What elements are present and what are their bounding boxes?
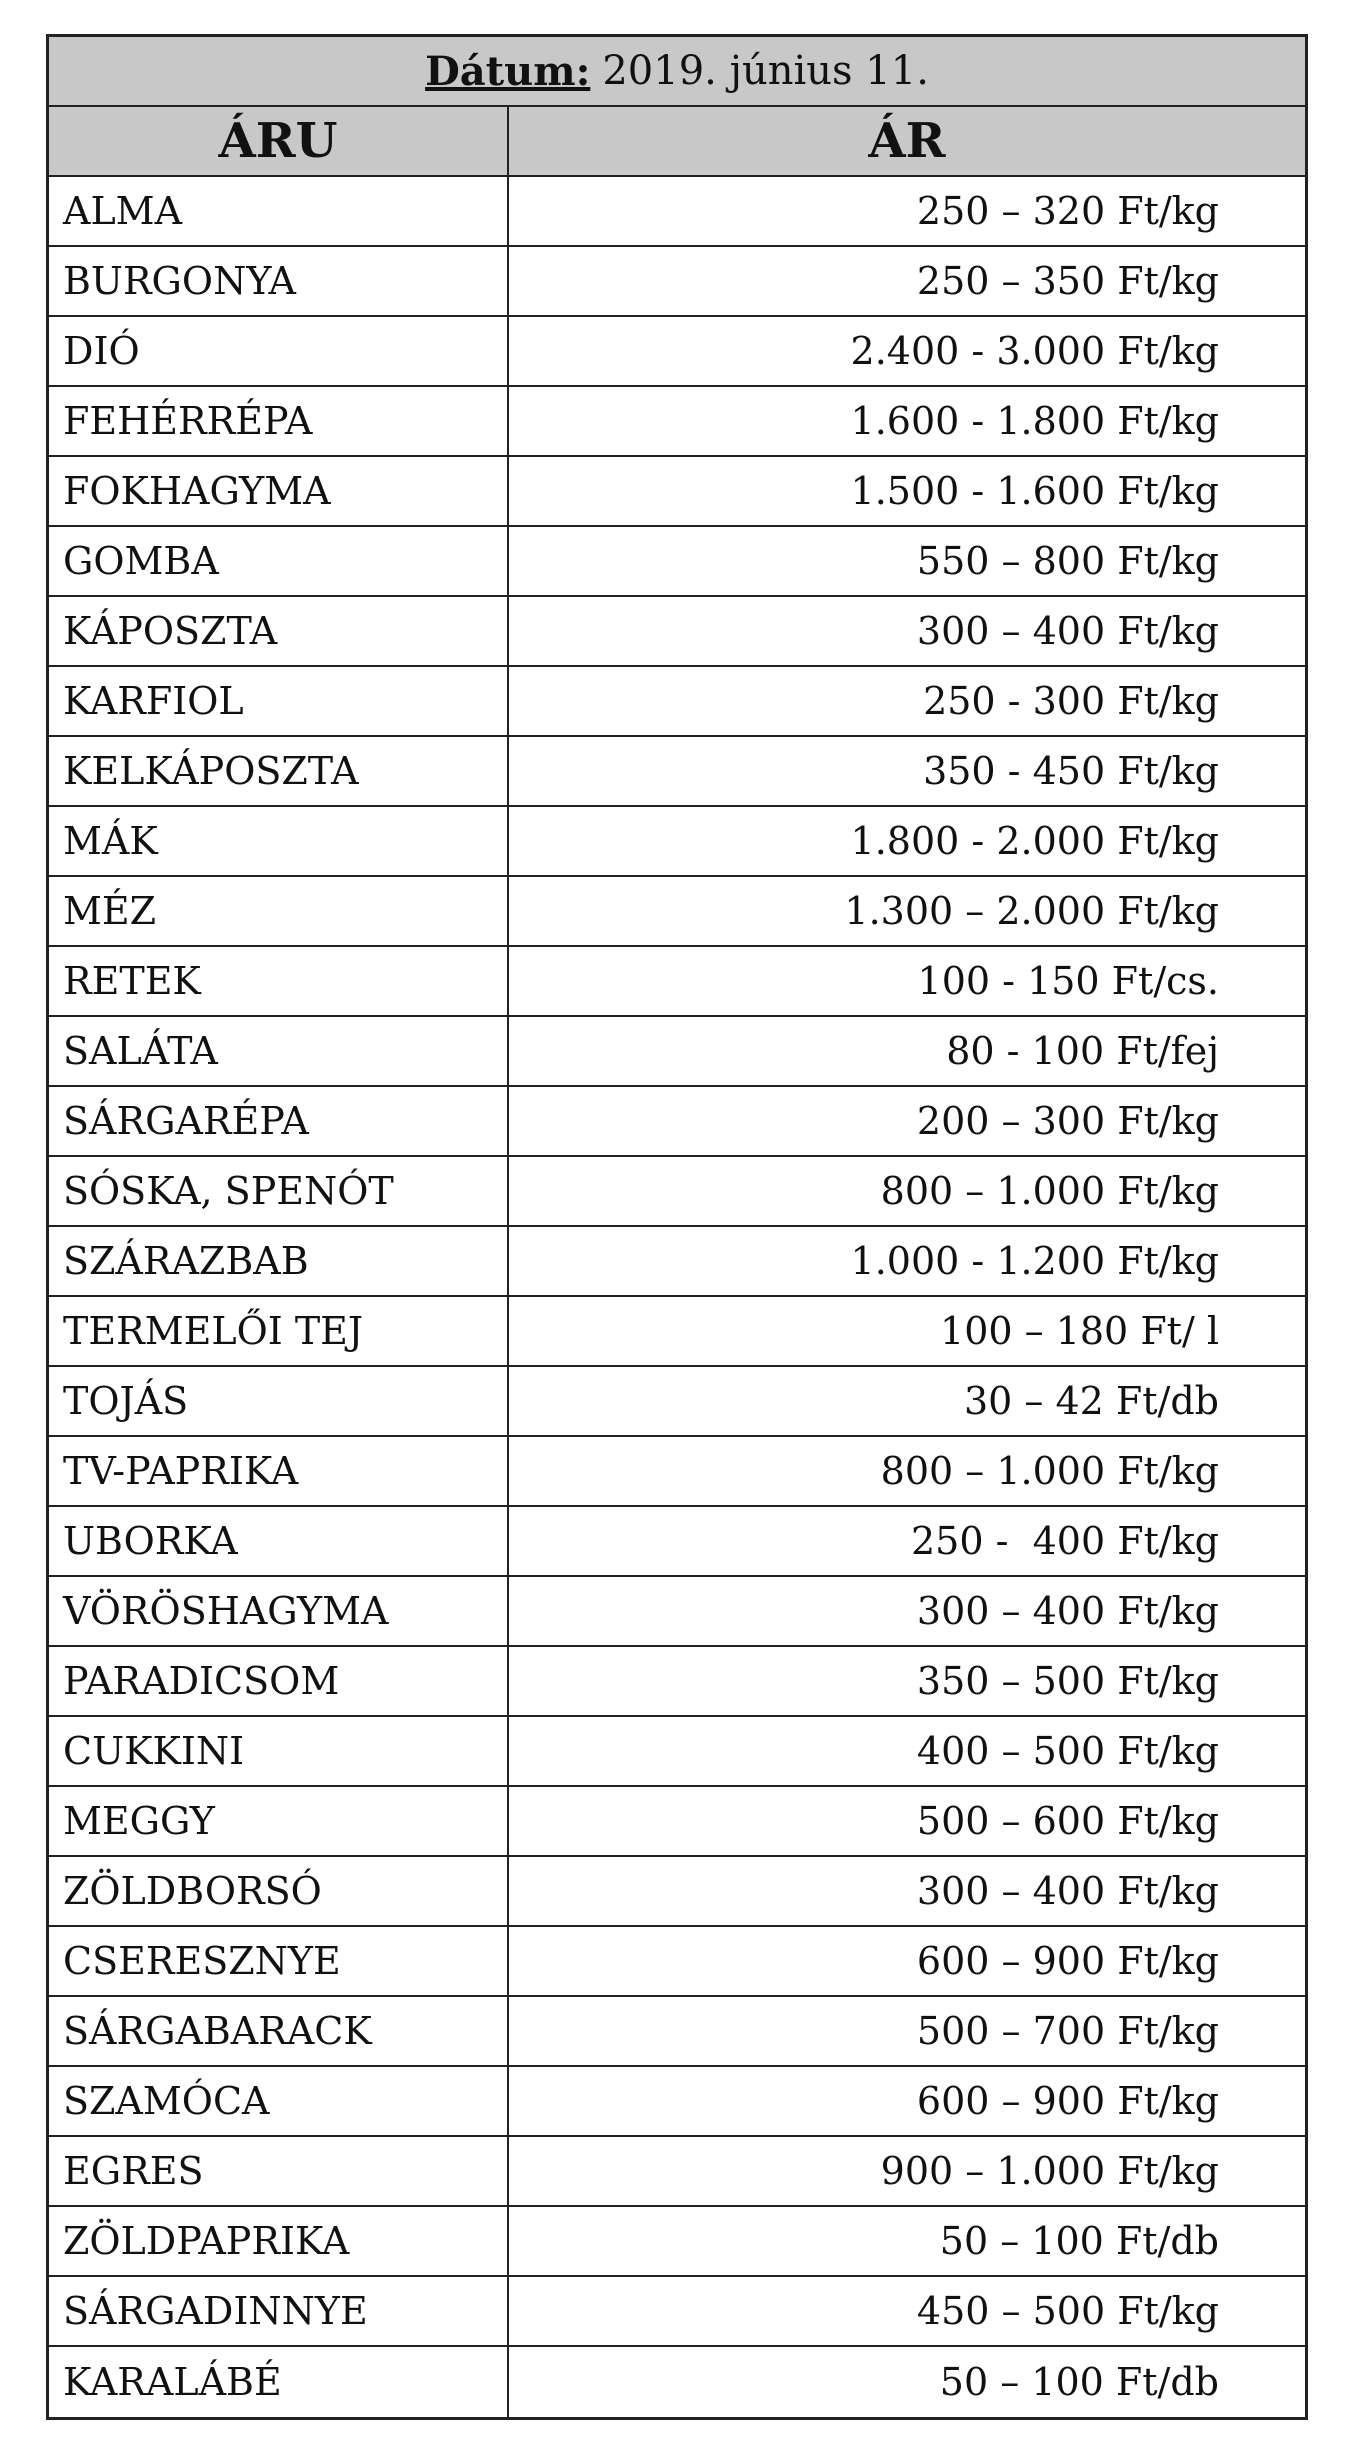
table-row	[49, 947, 1305, 1017]
header-price: ÁR	[868, 113, 946, 169]
item-name: KELKÁPOSZTA	[49, 737, 509, 805]
item-price: 1.300 – 2.000 Ft/kg	[844, 889, 1219, 933]
table-row	[49, 1997, 1305, 2067]
item-price: 350 - 450 Ft/kg	[923, 749, 1219, 793]
item-name: FOKHAGYMA	[49, 457, 509, 525]
date-value: 2019. június 11.	[602, 48, 929, 94]
table-row	[49, 737, 1305, 807]
item-name: CSERESZNYE	[49, 1927, 509, 1995]
item-name: GOMBA	[49, 527, 509, 595]
table-row	[49, 1157, 1305, 1227]
item-name: KARALÁBÉ	[49, 2347, 509, 2417]
table-row	[49, 387, 1305, 457]
item-name: SÁRGADINNYE	[49, 2277, 509, 2345]
table-row	[49, 1857, 1305, 1927]
item-price: 900 – 1.000 Ft/kg	[880, 2149, 1219, 2193]
item-name: SÁRGABARACK	[49, 1997, 509, 2065]
item-name: PARADICSOM	[49, 1647, 509, 1715]
item-price: 300 – 400 Ft/kg	[916, 609, 1219, 653]
item-name: SALÁTA	[49, 1017, 509, 1085]
table-row	[49, 1437, 1305, 1507]
item-price: 350 – 500 Ft/kg	[916, 1659, 1219, 1703]
item-name: SÓSKA, SPENÓT	[49, 1157, 509, 1225]
item-name: MÁK	[49, 807, 509, 875]
item-name: BURGONYA	[49, 247, 509, 315]
item-price: 450 – 500 Ft/kg	[916, 2289, 1219, 2333]
item-name: FEHÉRRÉPA	[49, 387, 509, 455]
table-row	[49, 877, 1305, 947]
table-row	[49, 1297, 1305, 1367]
table-row	[49, 597, 1305, 667]
header-row	[49, 107, 1305, 177]
table-row	[49, 317, 1305, 387]
table-row	[49, 1367, 1305, 1437]
item-price: 100 – 180 Ft/ l	[940, 1309, 1219, 1353]
table-row	[49, 2207, 1305, 2277]
item-price: 250 – 350 Ft/kg	[916, 259, 1219, 303]
item-price: 250 - 400 Ft/kg	[910, 1519, 1219, 1563]
table-row	[49, 457, 1305, 527]
item-name: UBORKA	[49, 1507, 509, 1575]
item-name: SÁRGARÉPA	[49, 1087, 509, 1155]
item-price: 80 - 100 Ft/fej	[946, 1029, 1219, 1073]
item-name: KÁPOSZTA	[49, 597, 509, 665]
item-price: 30 – 42 Ft/db	[963, 1379, 1219, 1423]
date-row	[49, 37, 1305, 107]
item-name: KARFIOL	[49, 667, 509, 735]
item-name: MÉZ	[49, 877, 509, 945]
table-row	[49, 1717, 1305, 1787]
table-row	[49, 2067, 1305, 2137]
item-price: 100 - 150 Ft/cs.	[917, 959, 1219, 1003]
table-row	[49, 247, 1305, 317]
item-price: 1.600 - 1.800 Ft/kg	[850, 399, 1219, 443]
table-row	[49, 807, 1305, 877]
item-price: 800 – 1.000 Ft/kg	[880, 1169, 1219, 1213]
table-row	[49, 1647, 1305, 1717]
item-price: 300 – 400 Ft/kg	[916, 1589, 1219, 1633]
item-name: ZÖLDPAPRIKA	[49, 2207, 509, 2275]
table-row	[49, 1017, 1305, 1087]
table-row	[49, 1227, 1305, 1297]
item-name: TV-PAPRIKA	[49, 1437, 509, 1505]
table-row	[49, 1577, 1305, 1647]
table-row	[49, 1927, 1305, 1997]
table-row	[49, 1507, 1305, 1577]
table-row	[49, 177, 1305, 247]
item-price: 600 – 900 Ft/kg	[916, 2079, 1219, 2123]
item-price: 50 – 100 Ft/db	[939, 2219, 1219, 2263]
item-name: RETEK	[49, 947, 509, 1015]
item-price: 1.000 - 1.200 Ft/kg	[850, 1239, 1219, 1283]
item-price: 1.800 - 2.000 Ft/kg	[850, 819, 1219, 863]
table-body	[49, 177, 1305, 2417]
item-name: CUKKINI	[49, 1717, 509, 1785]
item-name: TOJÁS	[49, 1367, 509, 1435]
price-table	[46, 34, 1308, 2420]
date-label: Dátum:	[425, 47, 591, 95]
item-price: 1.500 - 1.600 Ft/kg	[850, 469, 1219, 513]
item-price: 600 – 900 Ft/kg	[916, 1939, 1219, 1983]
item-price: 300 – 400 Ft/kg	[916, 1869, 1219, 1913]
table-row	[49, 667, 1305, 737]
item-name: ZÖLDBORSÓ	[49, 1857, 509, 1925]
item-price: 50 – 100 Ft/db	[939, 2360, 1219, 2404]
item-price: 400 – 500 Ft/kg	[916, 1729, 1219, 1773]
item-price: 500 – 700 Ft/kg	[916, 2009, 1219, 2053]
header-item: ÁRU	[49, 107, 509, 175]
item-name: SZÁRAZBAB	[49, 1227, 509, 1295]
item-price: 800 – 1.000 Ft/kg	[880, 1449, 1219, 1493]
item-name: ALMA	[49, 177, 509, 245]
item-name: MEGGY	[49, 1787, 509, 1855]
table-row	[49, 2137, 1305, 2207]
table-row	[49, 1087, 1305, 1157]
table-row	[49, 2347, 1305, 2417]
item-name: DIÓ	[49, 317, 509, 385]
item-price: 250 - 300 Ft/kg	[923, 679, 1219, 723]
item-name: VÖRÖSHAGYMA	[49, 1577, 509, 1645]
table-row	[49, 527, 1305, 597]
item-price: 500 – 600 Ft/kg	[916, 1799, 1219, 1843]
item-name: EGRES	[49, 2137, 509, 2205]
table-row	[49, 1787, 1305, 1857]
item-price: 2.400 - 3.000 Ft/kg	[850, 329, 1219, 373]
item-name: SZAMÓCA	[49, 2067, 509, 2135]
item-price: 200 – 300 Ft/kg	[916, 1099, 1219, 1143]
item-price: 550 – 800 Ft/kg	[916, 539, 1219, 583]
table-row	[49, 2277, 1305, 2347]
item-price: 250 – 320 Ft/kg	[916, 189, 1219, 233]
item-name: TERMELŐI TEJ	[49, 1297, 509, 1365]
